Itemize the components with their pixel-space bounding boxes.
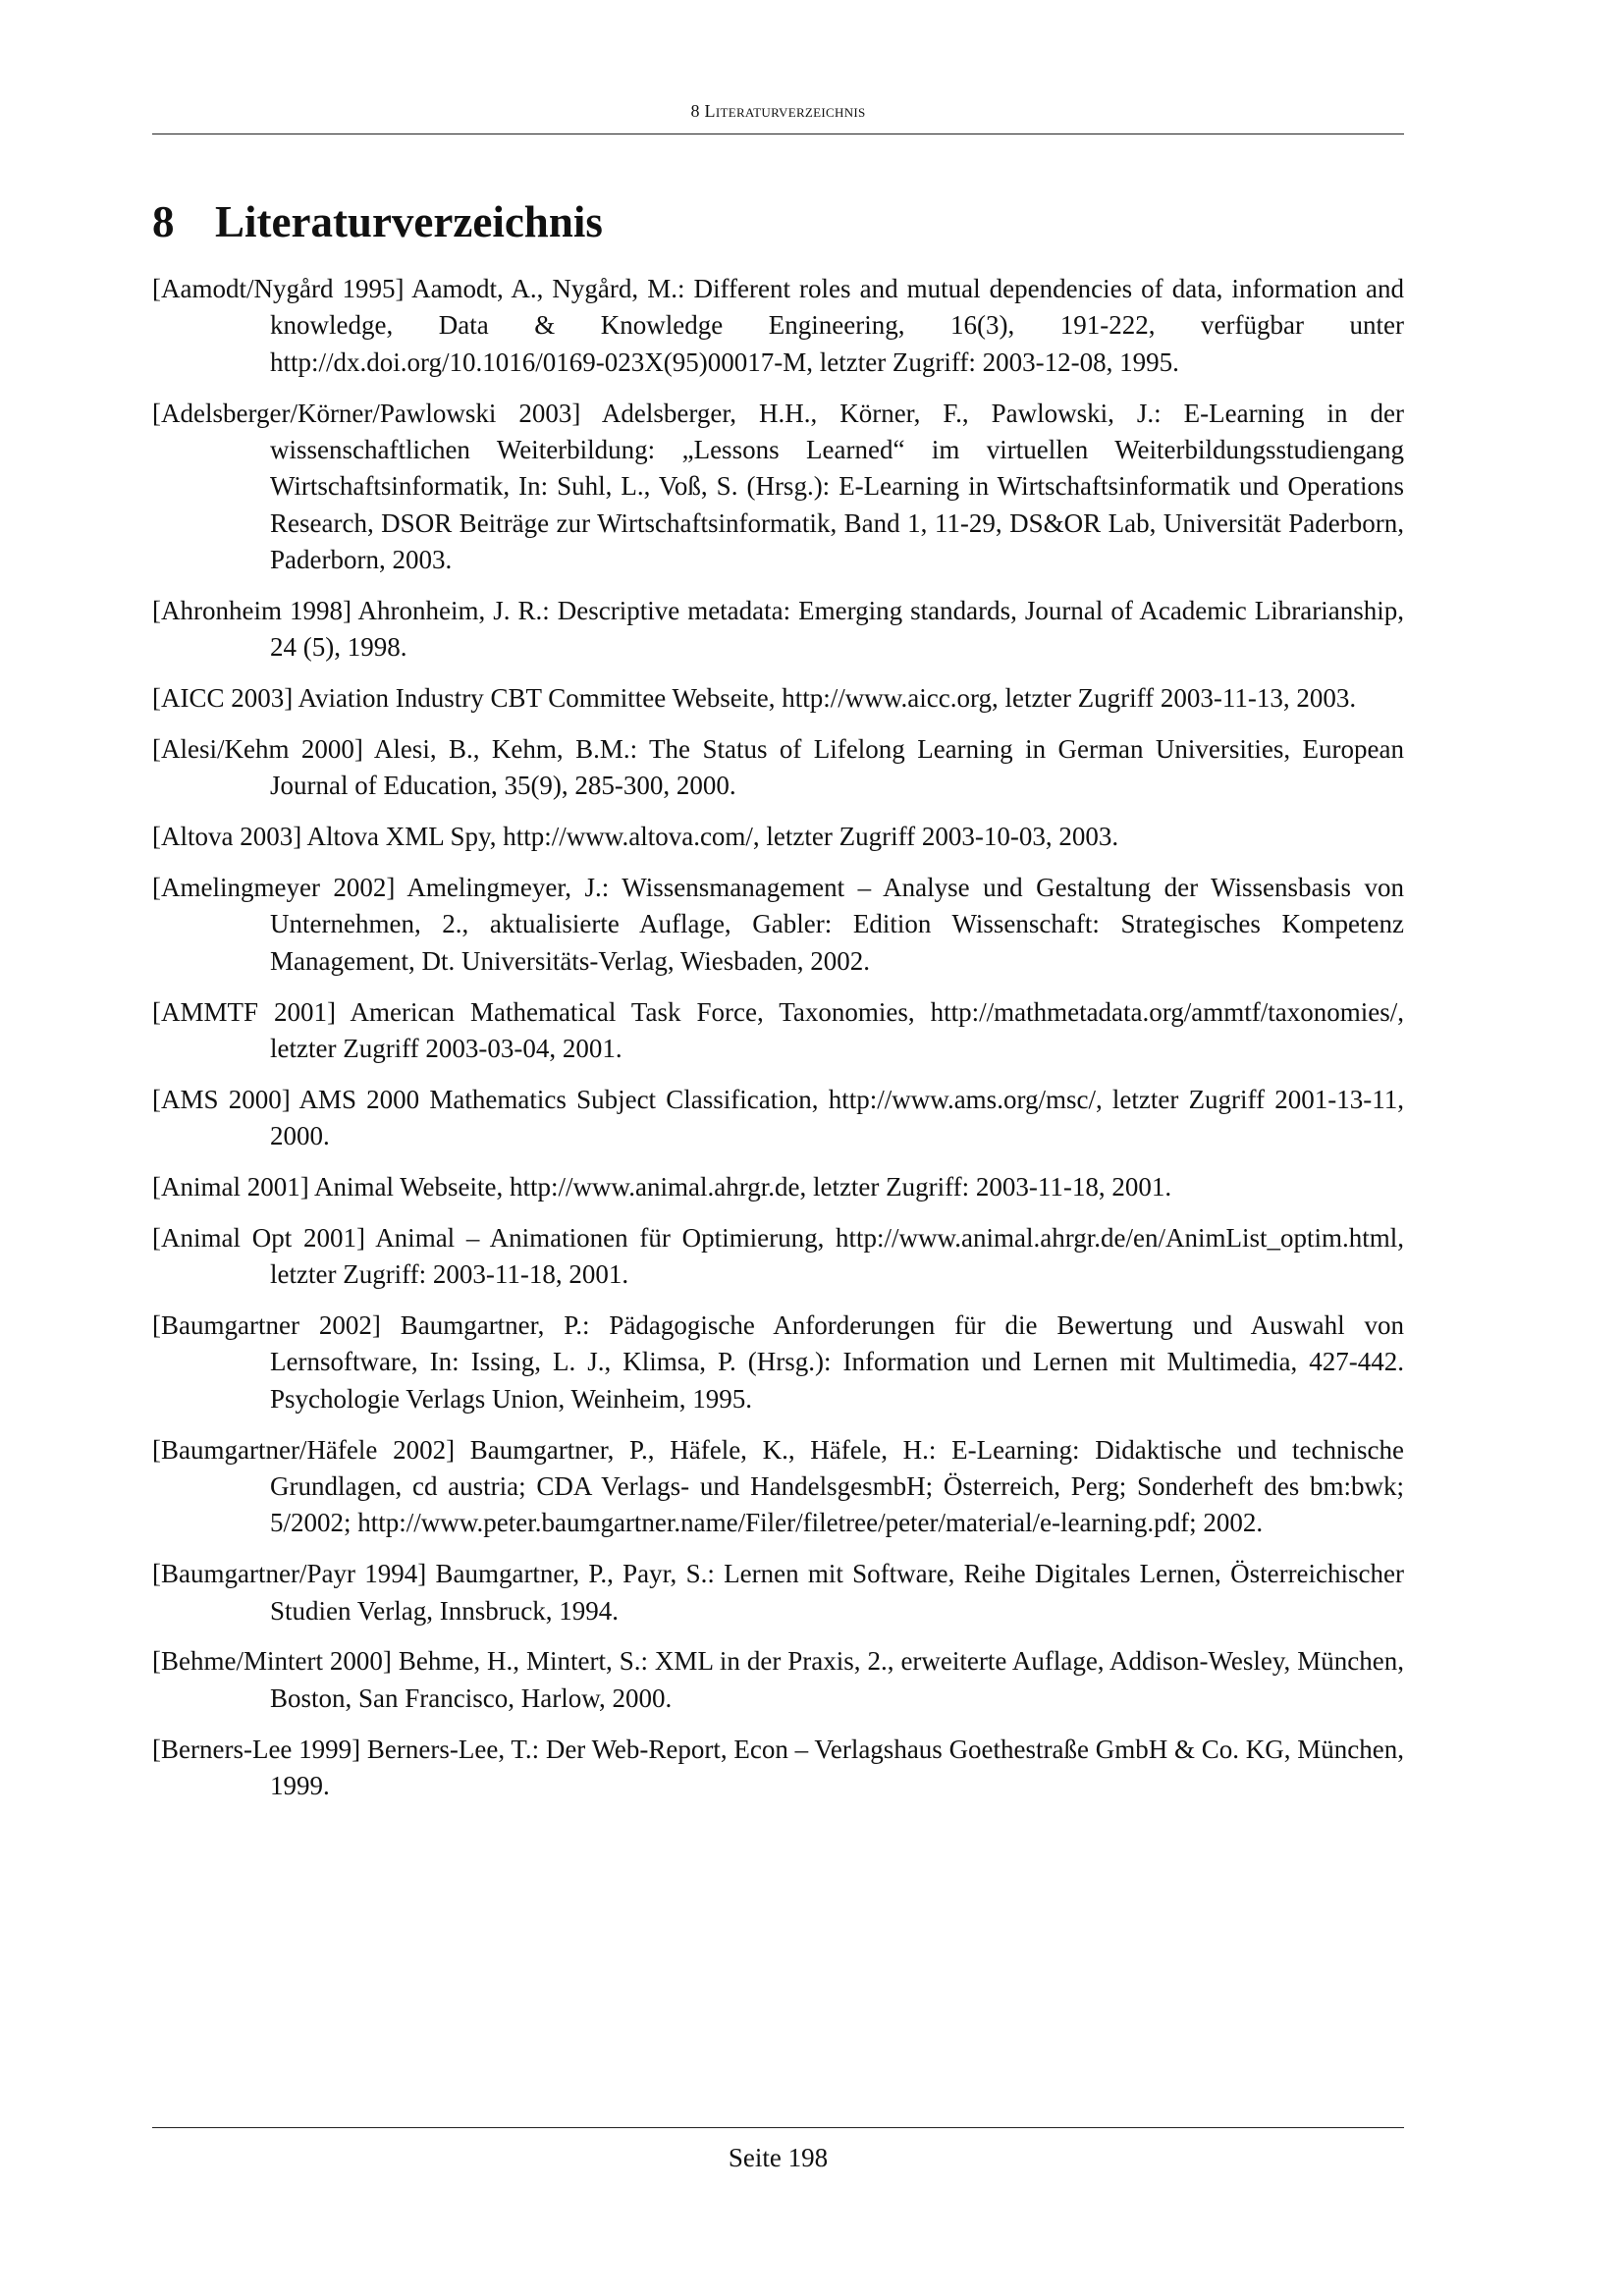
bibliography-entry: [Baumgartner 2002] Baumgartner, P.: Pädagogische Anforderungen für die Bewertung und Auswahl von Lernsoftware, In: Issing, L. J., Klimsa, P. (Hrsg.): Information und Lernen mit Multimedia, 427-442. Psychologie Verlags Union, Weinheim, 1995. — [152, 1310, 1404, 1414]
bibliography-entry: [Amelingmeyer 2002] Amelingmeyer, J.: Wissensmanagement – Analyse und Gestaltung der Wissensbasis von Unternehmen, 2., aktualisierte Auflage, Gabler: Edition Wissenschaft: Strategisches Kompetenz Management, Dt. Universitäts-Verlag, Wiesbaden, 2002. — [152, 873, 1404, 976]
chapter-title: Literaturverzeichnis — [215, 197, 603, 246]
bibliography-entry: [AICC 2003] Aviation Industry CBT Committee Webseite, http://www.aicc.org, letzter Zugriff 2003-11-13, 2003. — [152, 683, 1357, 714]
chapter-heading — [152, 192, 603, 251]
running-head: 8 Literaturverzeichnis — [690, 101, 866, 121]
bibliography-list — [152, 271, 1404, 1819]
bibliography-entry: [Altova 2003] Altova XML Spy, http://www.altova.com/, letzter Zugriff 2003-10-03, 2003. — [152, 822, 1119, 852]
bibliography-entry: [Alesi/Kehm 2000] Alesi, B., Kehm, B.M.: The Status of Lifelong Learning in German Universities, European Journal of Education, 35(9), 285-300, 2000. — [152, 734, 1404, 801]
bibliography-entry: [Adelsberger/Körner/Pawlowski 2003] Adelsberger, H.H., Körner, F., Pawlowski, J.: E-Learning in der wissenschaftlichen Weiterbildung: „Lessons Learned“ im virtuellen Weiterbildungsstudiengang Wirtschaftsinformatik, In: Suhl, L., Voß, S. (Hrsg.): E-Learning in Wirtschaftsinformatik und Operations Research, DSOR Beiträge zur Wirtschaftsinformatik, Band 1, 11-29, DS&OR Lab, Universität Paderborn, Paderborn, 2003. — [152, 398, 1404, 575]
bibliography-entry: [Animal 2001] Animal Webseite, http://www.animal.ahrgr.de, letzter Zugriff: 2003-11-18, 2001. — [152, 1172, 1172, 1202]
bibliography-entry: [Berners-Lee 1999] Berners-Lee, T.: Der Web-Report, Econ – Verlagshaus Goethestraße GmbH & Co. KG, München, 1999. — [152, 1734, 1404, 1801]
bibliography-entry: [AMMTF 2001] American Mathematical Task Force, Taxonomies, http://mathmetadata.org/ammtf/taxonomies/, letzter Zugriff 2003-03-04, 2001. — [152, 996, 1404, 1064]
chapter-number: 8 — [152, 197, 175, 246]
page-number: Seite 198 — [728, 2143, 829, 2172]
bibliography-entry: [Animal Opt 2001] Animal – Animationen für Optimierung, http://www.animal.ahrgr.de/en/AnimList_optim.html, letzter Zugriff: 2003-11-18, 2001. — [152, 1222, 1404, 1290]
bibliography-entry: [Ahronheim 1998] Ahronheim, J. R.: Descriptive metadata: Emerging standards, Journal of Academic Librarianship, 24 (5), 1998. — [152, 596, 1404, 663]
bibliography-entry: [Baumgartner/Payr 1994] Baumgartner, P., Payr, S.: Lernen mit Software, Reihe Digitales Lernen, Österreichischer Studien Verlag, Innsbruck, 1994. — [152, 1559, 1404, 1626]
bibliography-entry: [Aamodt/Nygård 1995] Aamodt, A., Nygård, M.: Different roles and mutual dependencies of data, information and knowledge, Data & Knowledge Engineering, 16(3), 191-222, verfügbar unter http://dx.doi.org/10.1016/0169-023X(95)00017-M, letzter Zugriff: 2003-12-08, 1995. — [152, 274, 1404, 377]
bibliography-entry: [Behme/Mintert 2000] Behme, H., Mintert, S.: XML in der Praxis, 2., erweiterte Auflage, Addison-Wesley, München, Boston, San Francisco, Harlow, 2000. — [152, 1646, 1404, 1713]
footer-rule — [152, 2127, 1404, 2128]
bibliography-entry: [AMS 2000] AMS 2000 Mathematics Subject Classification, http://www.ams.org/msc/, letzter Zugriff 2001-13-11, 2000. — [152, 1084, 1404, 1151]
bibliography-entry: [Baumgartner/Häfele 2002] Baumgartner, P., Häfele, K., Häfele, H.: E-Learning: Didaktische und technische Grundlagen, cd austria; CDA Verlags- und HandelsgesmbH; Österreich, Perg; Sonderheft des bm:bwk; 5/2002; http://www.peter.baumgartner.name/Filer/filetree/peter/material/e-learning.pdf; 2002. — [152, 1434, 1404, 1538]
header-rule — [152, 133, 1404, 134]
